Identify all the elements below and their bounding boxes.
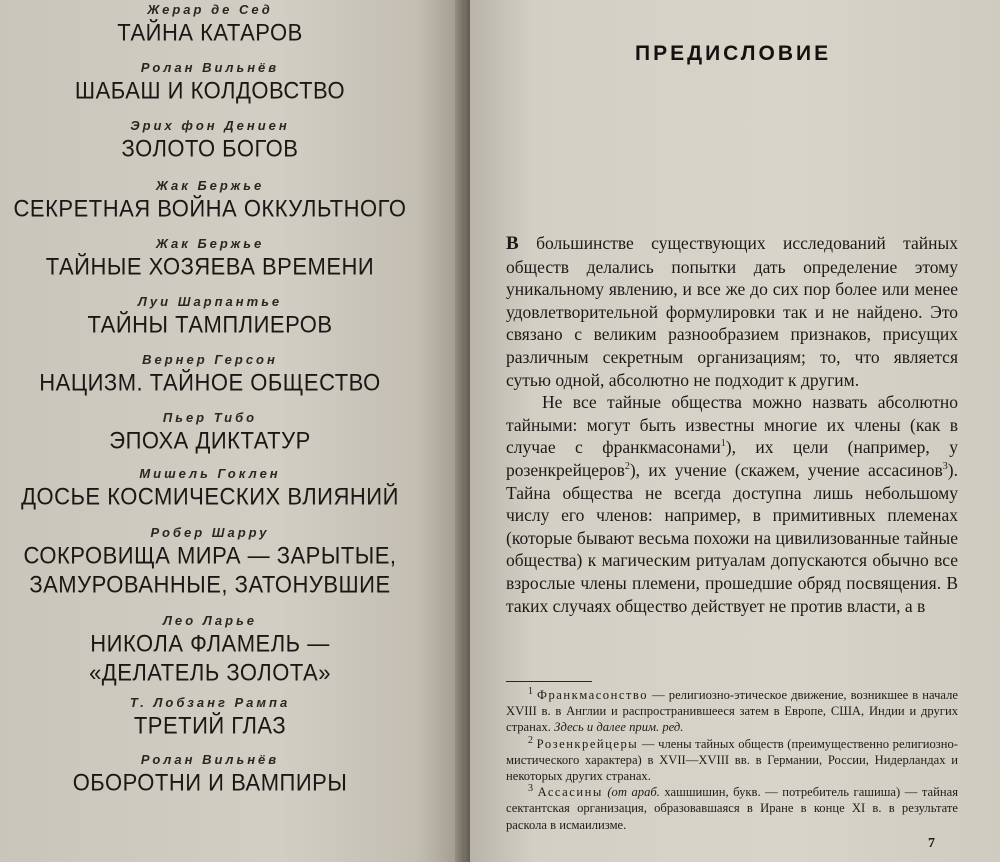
footnote-1 xyxy=(506,687,958,736)
book-author: Т. Лобзанг Рампа xyxy=(129,695,291,710)
catalog-entry xyxy=(0,60,420,105)
right-page xyxy=(470,0,1000,862)
book-title: ТАЙНА КАТАРОВ xyxy=(117,19,303,46)
book-author: Эрих фон Дениен xyxy=(130,118,290,133)
footnote-ref-1: 1 xyxy=(720,438,726,450)
footnote-3-text: хашшишин, букв. — потребитель гашиша) — тайная сектантская организация, образовавшаяся в Иране в конце XI в. в результате раскола в исмаилизме. xyxy=(506,785,959,832)
book-author: Лео Ларье xyxy=(162,613,258,628)
catalog-entry xyxy=(0,525,420,599)
book-title: СЕКРЕТНАЯ ВОЙНА ОККУЛЬТНОГО xyxy=(13,195,407,222)
page-heading: ПРЕДИСЛОВИЕ xyxy=(635,42,832,65)
footnote-2 xyxy=(506,736,958,785)
book-author: Пьер Тибо xyxy=(162,410,258,425)
footnote-1-note: Здесь и далее прим. ред. xyxy=(554,720,684,735)
book-title: ОБОРОТНИ И ВАМПИРЫ xyxy=(72,769,348,796)
catalog-entry xyxy=(0,2,420,47)
book-title: ЭПОХА ДИКТАТУР xyxy=(109,427,311,454)
drop-cap: В xyxy=(506,233,519,254)
footnote-2-term: Розенкрейцеры xyxy=(536,736,639,751)
catalog-entry xyxy=(0,236,420,281)
footnote-3-number: 3 xyxy=(528,783,533,795)
footnote-1-term: Франкмасонство xyxy=(537,688,649,702)
catalog-entry xyxy=(0,466,420,511)
catalog-entry xyxy=(0,352,420,397)
book-author: Ролан Вильнёв xyxy=(140,752,280,767)
book-title: «ДЕЛАТЕЛЬ ЗОЛОТА» xyxy=(89,659,331,686)
page-number: 7 xyxy=(928,836,935,851)
book-title: СОКРОВИЩА МИРА — ЗАРЫТЫЕ, xyxy=(23,542,397,569)
left-page xyxy=(0,0,464,862)
paragraph-2-text-c: ), их учение (скажем, учение ассасинов xyxy=(629,459,943,480)
book-title: НИКОЛА ФЛАМЕЛЬ — xyxy=(90,630,330,657)
footnote-2-number: 2 xyxy=(528,734,533,746)
book-author: Жак Бержье xyxy=(155,236,265,251)
book-author: Робер Шарру xyxy=(150,525,270,540)
book-title: ТРЕТИЙ ГЛАЗ xyxy=(133,712,287,739)
footnote-2-text: — члены тайных обществ (преимущественно религиозно-мистического характера) в XVII—XVIII вв. в Германии, России, Нидерландах и некоторых других странах. xyxy=(506,736,958,784)
catalog-entry xyxy=(0,118,420,163)
catalog-entry xyxy=(0,752,420,797)
footnote-1-number: 1 xyxy=(528,685,533,697)
footnote-divider xyxy=(506,681,592,682)
footnote-ref-3: 3 xyxy=(942,461,948,473)
catalog-entry xyxy=(0,695,420,740)
footnote-ref-2: 2 xyxy=(624,461,630,473)
book-title: ДОСЬЕ КОСМИЧЕСКИХ ВЛИЯНИЙ xyxy=(21,483,399,510)
book-title: ТАЙНЫЕ ХОЗЯЕВА ВРЕМЕНИ xyxy=(45,253,375,280)
book-title: ТАЙНЫ ТАМПЛИЕРОВ xyxy=(87,311,333,338)
footnotes xyxy=(506,687,958,833)
catalog-entry xyxy=(0,294,420,339)
book-author: Жерар де Сед xyxy=(147,2,273,17)
book-author: Вернер Герсон xyxy=(142,352,278,367)
book-title: ШАБАШ И КОЛДОВСТВО xyxy=(74,77,346,104)
footnote-3-origin: (от араб. xyxy=(607,785,660,800)
paragraph-2 xyxy=(506,391,958,617)
book-author: Жак Бержье xyxy=(155,178,265,193)
footnote-3-term: Ассасины xyxy=(537,785,603,800)
catalog-entry xyxy=(0,410,420,455)
catalog-entry xyxy=(0,178,420,223)
paragraph-2-text-b: ), их цели (например, у розенкрейцеров xyxy=(506,437,958,480)
book-author: Ролан Вильнёв xyxy=(140,60,280,75)
paragraph-1 xyxy=(506,232,958,391)
footnote-1-text: — религиозно-этическое движение, возникшее в начале XVIII в. в Англии и распространившееся затем в Европе, США, Индии и других странах. xyxy=(506,688,958,735)
book-title: НАЦИЗМ. ТАЙНОЕ ОБЩЕСТВО xyxy=(39,369,381,396)
footnote-3 xyxy=(506,784,958,833)
paragraph-2-text-a: Не все тайные общества можно назвать абсолютно тайными: могут быть известны многие их члены (как в случае с франкмасонами xyxy=(506,392,958,458)
paragraph-1-text: большинстве существующих исследований тайных обществ делались попытки дать определение этому уникальному явлению, и все же до сих пор более или менее удовлетворительной формулировки так и не найдено. Это связано с великим разнообразием признаков, присущих различным секретным организациям; то, что является сутью одной, абсолютно не подходит к другим. xyxy=(506,233,958,390)
catalog-entry xyxy=(0,613,420,687)
book-title: ЗАМУРОВАННЫЕ, ЗАТОНУВШИЕ xyxy=(29,571,391,598)
book-author: Луи Шарпантье xyxy=(137,294,283,309)
book-author: Мишель Гоклен xyxy=(139,466,281,481)
book-title: ЗОЛОТО БОГОВ xyxy=(121,135,299,162)
body-text xyxy=(506,232,958,617)
paragraph-2-text-d: ). Тайна общества не всегда доступна лишь небольшому числу его членов: например, в примитивных племенах (которые бывают весьма похожи на цивилизованные тайные общества) к магическим ритуалам допускаются обычно все взрослые члены племени, прошедшие обряд посвящения. В таких случаях общество действует не против власти, а в xyxy=(506,459,958,616)
